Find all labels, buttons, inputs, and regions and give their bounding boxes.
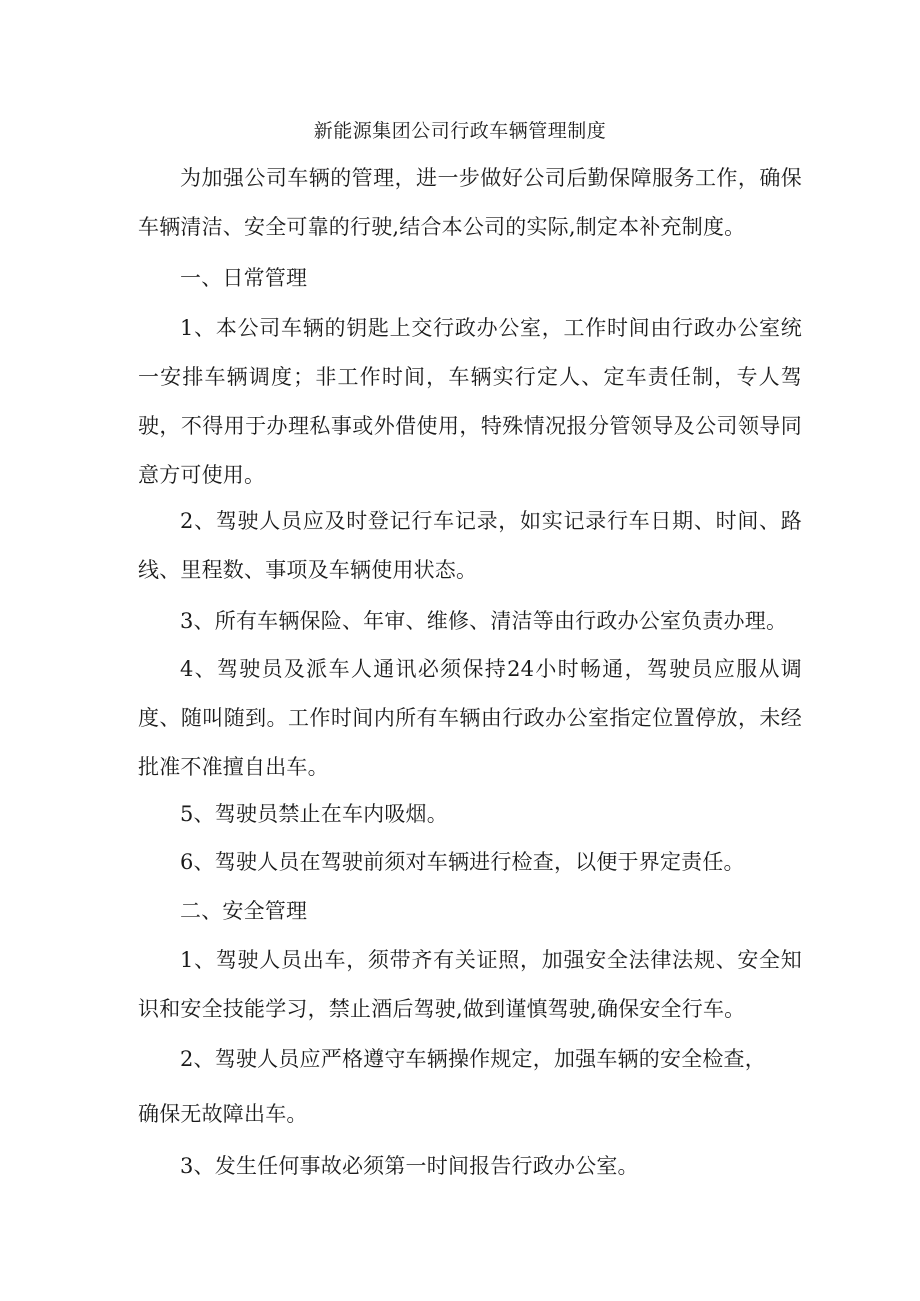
daily-item-3: 3、所有车辆保险、年审、维修、清洁等由行政办公室负责办理。 [180,609,788,633]
safety-item-2-continued: 确保无故障出车。 [138,1102,308,1126]
section-heading-safety: 二、安全管理 [180,899,308,923]
daily-item-2: 2、驾驶人员应及时登记行车记录，如实记录行车日期、时间、路线、里程数、事项及车辆使用状态。 [138,509,802,582]
daily-item-6: 6、驾驶人员在驾驶前须对车辆进行检查，以便于界定责任。 [180,850,745,874]
intro-paragraph: 为加强公司车辆的管理，进一步做好公司后勤保障服务工作，确保车辆清洁、安全可靠的行驶,结合本公司的实际,制定本补充制度。 [138,166,802,239]
safety-item-2: 2、驾驶人员应严格遵守车辆操作规定，加强车辆的安全检查， [180,1047,766,1071]
safety-item-3: 3、发生任何事故必须第一时间报告行政办公室。 [180,1154,639,1178]
daily-item-4: 4、驾驶员及派车人通讯必须保持24小时畅通，驾驶员应服从调度、随叫随到。工作时间内所有车辆由行政办公室指定位置停放，未经批准不准擅自出车。 [138,657,802,779]
document-title: 新能源集团公司行政车辆管理制度 [313,120,607,142]
section-heading-daily: 一、日常管理 [180,266,308,290]
safety-item-1: 1、驾驶人员出车，须带齐有关证照，加强安全法律法规、安全知识和安全技能学习，禁止酒后驾驶,做到谨慎驾驶,确保安全行车。 [138,948,802,1021]
daily-item-5: 5、驾驶员禁止在车内吸烟。 [180,802,448,826]
daily-item-1: 1、本公司车辆的钥匙上交行政办公室，工作时间由行政办公室统一安排车辆调度；非工作时间，车辆实行定人、定车责任制，专人驾驶，不得用于办理私事或外借使用，特殊情况报分管领导及公司领导同意方可使用。 [138,316,802,487]
